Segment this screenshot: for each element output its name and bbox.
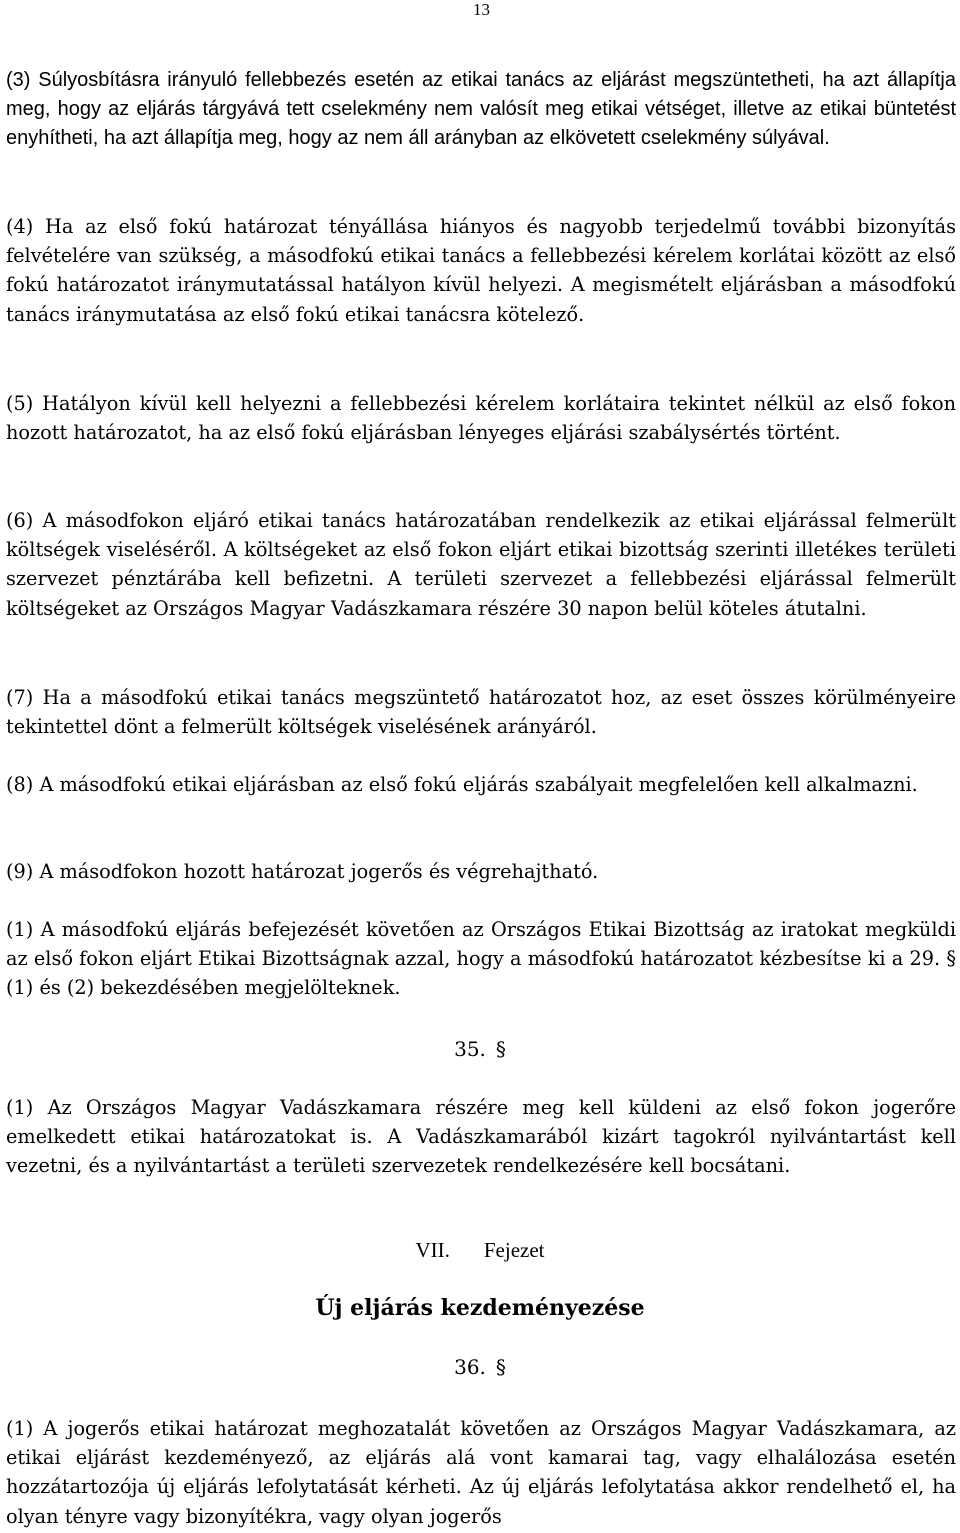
chapter-label: Fejezet <box>483 1238 545 1262</box>
section-symbol: § <box>495 1355 506 1379</box>
paragraph-3: (3) Súlyosbításra irányuló fellebbezés esetén az etikai tanács az eljárást megszüntetheti, ha azt állapítja meg, hogy az eljárás tárgyává tett cselekmény nem valósít meg etikai vétséget, illetve az etikai büntetést enyhítheti, ha azt állapítja meg, hogy az nem áll arányban az elkövetett cselekmény súlyával. <box>6 69 956 150</box>
chapter-title: Új eljárás kezdeményezése <box>315 1295 645 1321</box>
page-number: 13 <box>473 0 490 19</box>
paragraph-5: (5) Hatályon kívül kell helyezni a fellebbezési kérelem korlátaira tekintet nélkül az első fokon hozott határozatot, ha az első fokú eljárásban lényeges eljárási szabálysértés történt. <box>6 392 956 445</box>
paragraph-4: (4) Ha az első fokú határozat tényállása hiányos és nagyobb terjedelmű további bizonyítás felvételére van szükség, a másodfokú etikai tanács a fellebbezési kérelem korlátai között az első fokú határozatot iránymutatással hatályon kívül helyezi. A megismételt eljárásban a másodfokú tanács iránymutatása az első fokú etikai tanácsra kötelező. <box>6 215 956 326</box>
paragraph-6: (6) A másodfokon eljáró etikai tanács határozatában rendelkezik az etikai eljárással felmerült költségek viseléséről. A költségeket az első fokon eljárt etikai bizottság szerinti illetékes területi szervezet pénztárába kell befizetni. A területi szervezet a fellebbezési eljárással felmerült költségeket az Országos Magyar Vadászkamara részére 30 napon belül köteles átutalni. <box>6 509 956 620</box>
paragraph-9: (9) A másodfokon hozott határozat jogerős és végrehajtható. <box>6 860 599 883</box>
section-36-heading <box>0 1355 960 1379</box>
section-35-number: 35. <box>454 1037 486 1061</box>
section-35-paragraph-1: (1) Az Országos Magyar Vadászkamara részére meg kell küldeni az első fokon jogerőre emelkedett etikai határozatokat is. A Vadászkamarából kizárt tagokról nyilvántartást kell vezetni, és a nyilvántartást a területi szervezetek rendelkezésére kell bocsátani. <box>6 1096 956 1178</box>
chapter-number: VII. <box>415 1238 450 1262</box>
paragraph-8: (8) A másodfokú etikai eljárásban az első fokú eljárás szabályait megfelelően kell alkalmazni. <box>6 773 918 796</box>
paragraph-7: (7) Ha a másodfokú etikai tanács megszüntető határozatot hoz, az eset összes körülményeire tekintettel dönt a felmerült költségek viselésének arányáról. <box>6 686 956 739</box>
section-35-heading <box>0 1037 960 1061</box>
section-symbol: § <box>495 1037 506 1061</box>
chapter-heading <box>0 1238 960 1263</box>
paragraph-10: (1) A másodfokú eljárás befejezését követően az Országos Etikai Bizottság az iratokat megküldi az első fokon eljárt Etikai Bizottságnak azzal, hogy a másodfokú határozatot kézbesítse ki a 29. § (1) és (2) bekezdésében megjelölteknek. <box>6 918 956 1000</box>
section-36-paragraph-1: (1) A jogerős etikai határozat meghozatalát követően az Országos Magyar Vadászkamara, az etikai eljárást kezdeményező, az eljárás alá vont kamarai tag, vagy elhalálozása esetén hozzátartozója új eljárás lefolytatását kérheti. Az új eljárás lefolytatása akkor rendelhető el, ha olyan tényre vagy bizonyítékra, vagy olyan jogerős <box>6 1417 956 1528</box>
section-36-number: 36. <box>454 1355 486 1379</box>
